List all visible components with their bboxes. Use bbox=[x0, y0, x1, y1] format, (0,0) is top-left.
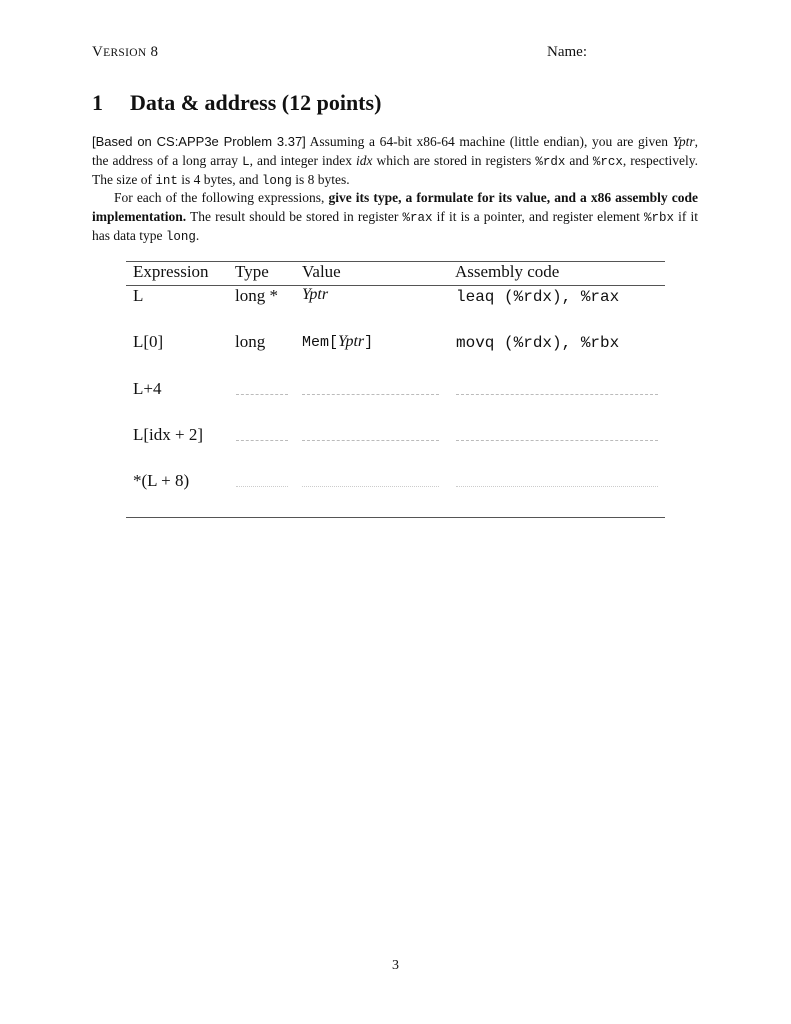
answer-blank-type[interactable] bbox=[236, 486, 288, 487]
table-row-value: Mem[Yptr] bbox=[302, 333, 374, 351]
header-expression: Expression bbox=[133, 262, 209, 281]
version-label: VERSION 8 bbox=[92, 44, 159, 60]
answer-blank-type[interactable] bbox=[236, 394, 288, 395]
answer-blank-value[interactable] bbox=[302, 440, 439, 441]
answer-blank-assembly[interactable] bbox=[456, 440, 658, 441]
table-row-expression: L[0] bbox=[133, 332, 164, 351]
instructions-paragraph: For each of the following expressions, give its type, a formulate for its value, and a x86 assembly code implementation. The result should be stored in register %rax if it is a pointer, and register element %rbx if it has data type long. bbox=[92, 190, 698, 244]
answer-blank-assembly[interactable] bbox=[456, 486, 658, 487]
table-header-rule bbox=[126, 285, 665, 286]
section-heading: Data & address (12 points) bbox=[130, 90, 382, 115]
section-title bbox=[92, 90, 381, 116]
answer-blank-assembly[interactable] bbox=[456, 394, 658, 395]
table-row-value: Yptr bbox=[302, 286, 329, 303]
table-row-type: long * bbox=[235, 286, 278, 305]
intro-paragraph: [Based on CS:APP3e Problem 3.37] Assuming a 64-bit x86-64 machine (little endian), you are given Yptr, the address of a long array L, and integer index idx which are stored in registers %rdx and %rcx, respectively. The size of int is 4 bytes, and long is 8 bytes. bbox=[92, 134, 698, 188]
name-label: Name: bbox=[547, 44, 587, 60]
answer-blank-type[interactable] bbox=[236, 440, 288, 441]
table-bottom-rule bbox=[126, 517, 665, 518]
table-row-assembly: leaq (%rdx), %rax bbox=[456, 288, 620, 306]
table-row-expression: L[idx + 2] bbox=[133, 425, 204, 444]
header-assembly: Assembly code bbox=[455, 262, 560, 281]
table-row-expression: *(L + 8) bbox=[133, 471, 190, 490]
header-value: Value bbox=[302, 262, 341, 281]
header-type: Type bbox=[235, 262, 269, 281]
table-row-expression: L bbox=[133, 286, 144, 305]
table-row-assembly: movq (%rdx), %rbx bbox=[456, 334, 620, 352]
table-row-expression: L+4 bbox=[133, 379, 162, 398]
answer-blank-value[interactable] bbox=[302, 394, 439, 395]
section-number: 1 bbox=[92, 90, 103, 115]
page-number: 3 bbox=[392, 958, 399, 973]
source-citation: [Based on CS:APP3e Problem 3.37] bbox=[92, 134, 306, 149]
answer-blank-value[interactable] bbox=[302, 486, 439, 487]
table-row-type: long bbox=[235, 332, 266, 351]
